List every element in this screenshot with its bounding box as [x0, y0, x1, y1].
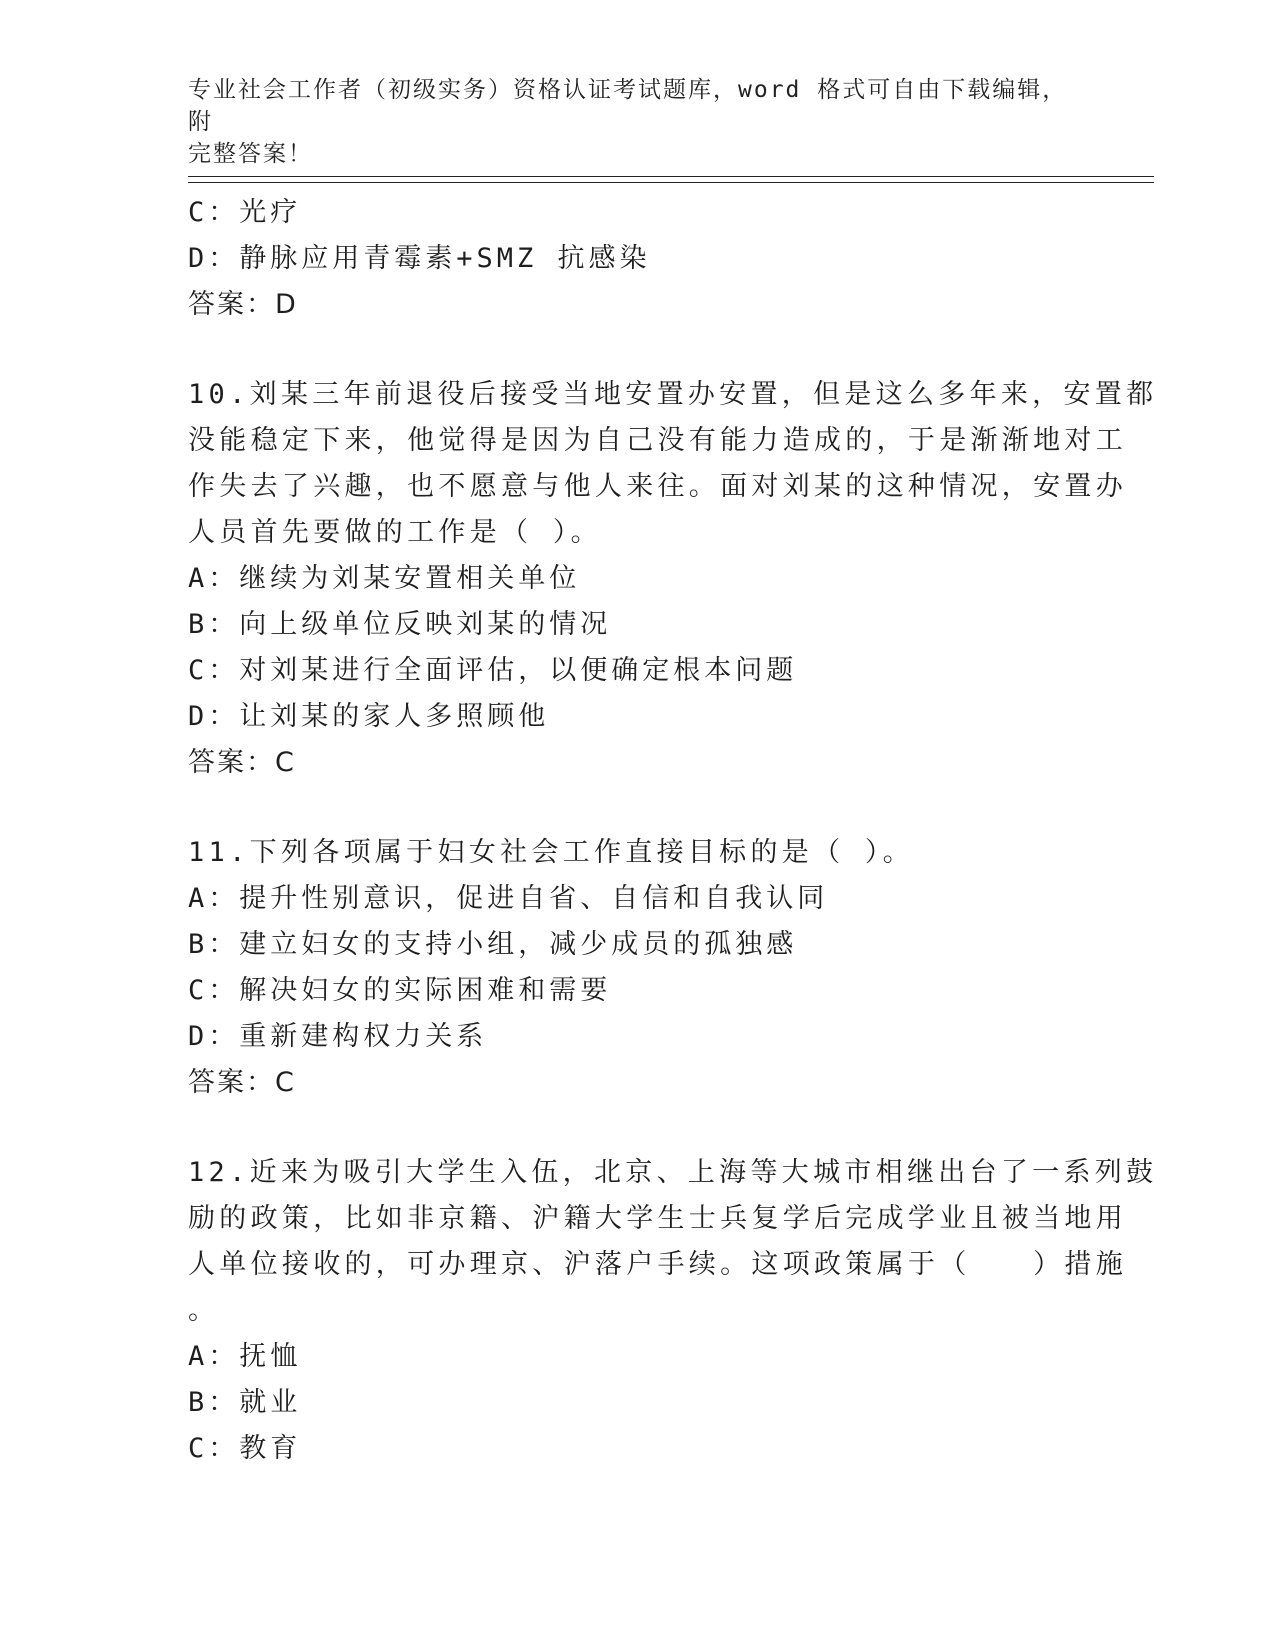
question-stem-line: 。 [188, 1295, 220, 1326]
answer: 答案：C [188, 1067, 296, 1098]
option-c: C：解决妇女的实际困难和需要 [188, 975, 612, 1006]
question-stem-line: 12.近来为吸引大学生入伍，北京、上海等大城市相继出台了一系列鼓 [188, 1157, 1158, 1188]
header-line-2: 完整答案！ [188, 141, 313, 167]
option-b: B：向上级单位反映刘某的情况 [188, 609, 612, 640]
option-a: A：抚恤 [188, 1341, 302, 1372]
option-c: C：教育 [188, 1433, 302, 1464]
question-stem-line: 人单位接收的，可办理京、沪落户手续。这项政策属于（ ）措施 [188, 1249, 1127, 1280]
option-d: D：重新建构权力关系 [188, 1021, 488, 1052]
option-b: B：建立妇女的支持小组，减少成员的孤独感 [188, 929, 798, 960]
question-stem-line: 没能稳定下来，他觉得是因为自己没有能力造成的，于是渐渐地对工 [188, 425, 1127, 456]
document-header [188, 74, 1068, 170]
option-d: D：让刘某的家人多照顾他 [188, 701, 550, 732]
question-stem-line: 励的政策，比如非京籍、沪籍大学生士兵复学后完成学业且被当地用 [188, 1203, 1127, 1234]
question-11 [188, 830, 1068, 1106]
option-d: D：静脉应用青霉素+SMZ 抗感染 [188, 243, 651, 274]
question-10 [188, 372, 1158, 786]
option-b: B：就业 [188, 1387, 302, 1418]
question-stem-line: 11.下列各项属于妇女社会工作直接目标的是（ ）。 [188, 837, 915, 868]
question-stem-line: 作失去了兴趣，也不愿意与他人来往。面对刘某的这种情况，安置办 [188, 471, 1127, 502]
document-body [188, 190, 1158, 1472]
option-c: C：对刘某进行全面评估，以便确定根本问题 [188, 655, 798, 686]
question-stem-line: 人员首先要做的工作是（ ）。 [188, 517, 602, 548]
option-c: C：光疗 [188, 197, 302, 228]
question-12 [188, 1150, 1158, 1472]
option-a: A：继续为刘某安置相关单位 [188, 563, 581, 594]
option-a: A：提升性别意识，促进自省、自信和自我认同 [188, 883, 829, 914]
header-divider-bottom [188, 182, 1154, 183]
header-line-1: 专业社会工作者（初级实务）资格认证考试题库，word 格式可自由下载编辑，附 [188, 77, 1068, 135]
header-divider-top [188, 176, 1154, 177]
answer: 答案：D [188, 289, 298, 320]
answer: 答案：C [188, 747, 296, 778]
question-9-tail [188, 190, 1068, 328]
question-stem-line: 10.刘某三年前退役后接受当地安置办安置，但是这么多年来，安置都 [188, 379, 1158, 410]
